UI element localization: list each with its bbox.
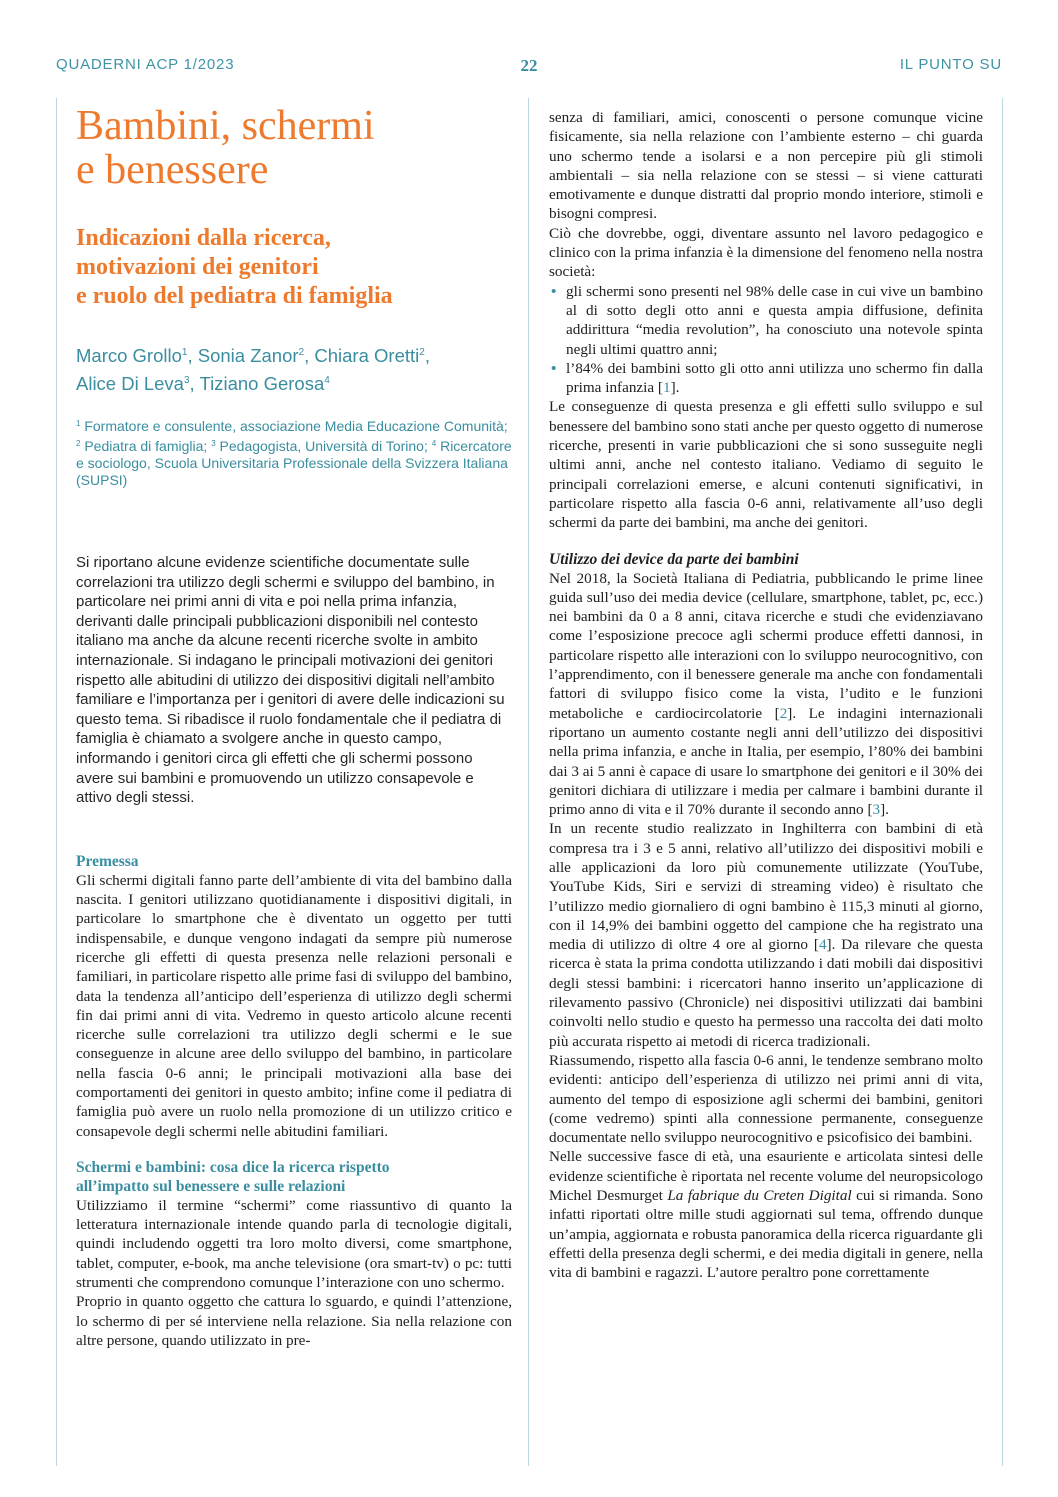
- list-item-text-end: ].: [670, 379, 680, 397]
- phenomenon-paragraph: Ciò che dovrebbe, oggi, diventare assunto nel lavoro pedagogico e clinico con la prima infanzia è la dimensione del fenomeno nella nostra società:: [549, 224, 983, 281]
- left-column: [76, 104, 512, 1350]
- column-divider-rule: [528, 98, 529, 1466]
- paragraph-text: Nel 2018, la Società Italiana di Pediatria, pubblicando le prime linee guida sull’uso dei media device (cellulare, smartphone, tablet, pc, ecc.) nei bambini da 0 a 8 anni, citava ricerche e studi che evidenziavano come l’esposizione precoce agli schermi produce effetti dannosi, in particolare rispetto alle interazioni con lo sviluppo neurocognitivo, con l’apprendimento, con il benessere generale ma anche con fondamentali fattori di sviluppo fisico come la vista, l’udito e le funzioni metaboliche e cardiocircolatorie [: [549, 569, 983, 722]
- author-affiliation-mark: 4: [324, 375, 330, 386]
- affiliation-mark: 3: [211, 439, 216, 448]
- reference-link[interactable]: 2: [779, 704, 788, 722]
- device-paragraph-1: [549, 569, 983, 820]
- article-title: [76, 104, 512, 192]
- device-paragraph-2: [549, 819, 983, 1051]
- subtitle-line-2: motivazioni dei genitori: [76, 254, 319, 280]
- paragraph-text: Nelle successive fasce di età, una esauriente e articolata sintesi delle evidenze scientifiche è riportata nel recente volume del neuropsicologo Michel Desmurget: [549, 1148, 983, 1205]
- affiliation-list: [76, 415, 512, 489]
- book-title: La fabrique du Creten Digital: [667, 1187, 852, 1205]
- title-line-1: Bambini, schermi: [76, 103, 375, 149]
- right-border-rule: [1002, 98, 1003, 1466]
- affiliation-text: Formatore e consulente, associazione Media Educazione Comunità;: [84, 418, 508, 434]
- running-header: [56, 56, 1002, 78]
- author-list: Marco Grollo$^1$, Sonia Zanor$^2$, Chiara Oretti$^2$, Alice Di Leva$^3$, Tiziano Gerosa$^4$: [76, 345, 430, 394]
- reference-link[interactable]: 4: [818, 936, 827, 954]
- affiliation-text: Ricercatore e sociologo, Scuola Universitaria Professionale della Svizzera Italiana (SUPSI): [76, 438, 512, 488]
- bullet-marker: •: [551, 359, 557, 377]
- list-item-text: l’84% dei bambini sotto gli otto anni utilizza uno schermo fin dalla prima infanzia [: [566, 359, 983, 397]
- affiliation-text: Pedagogista, Università di Torino;: [219, 438, 428, 454]
- schermi-heading-line-1: Schermi e bambini: cosa dice la ricerca rispetto: [76, 1158, 390, 1176]
- device-heading: Utilizzo dei device da parte dei bambini: [549, 550, 799, 568]
- author-name: Alice Di Leva: [76, 373, 184, 394]
- affiliation-mark: 4: [431, 439, 437, 448]
- left-body-text: [76, 852, 512, 1351]
- device-paragraph-4: [549, 1147, 983, 1282]
- premessa-paragraph: Gli schermi digitali fanno parte dell’ambiente di vita del bambino dalla nascita. I genitori utilizzano quotidianamente i dispositivi digitali, in particolare lo smartphone che è diventato un oggetto per tutti indispensabile, e dunque vengono indagati da sempre più numerose ricerche gli effetti di questa presenza nelle relazioni personali e familiari, in particolare rispetto alle prime fasi di sviluppo del bambino, data la tendenza all’anticipo dell’esperienza di utilizzo degli schermi fin dai primi anni di vita. Vedremo in questo articolo alcune recenti ricerche sulle correlazioni tra utilizzo degli schermi e le sue conseguenze in alcune aree dello sviluppo del bambino, in particolare nella fascia 0-6 anni; le principali motivazioni alla base dei comportamenti dei genitori in questo ambito; infine come il pediatra di famiglia può avere un ruolo nella promozione di un utilizzo critico e consapevole degli schermi nelle abitudini familiari.: [76, 871, 512, 1140]
- schermi-paragraph-1: Utilizziamo il termine “schermi” come riassuntivo di quanto la letteratura internazionale intende quando parla di tecnologie digitali, quindi includendo oggetti tra loro molto diversi, come smartphone, tablet, computer, e-book, ma anche televisione (ora smart-tv) o pc: tutti strumenti che comprendono comunque l’interazione con uno schermo.: [76, 1196, 512, 1292]
- page-number: 22: [520, 56, 538, 75]
- reference-link[interactable]: 1: [662, 379, 671, 397]
- reference-link[interactable]: 3: [872, 801, 881, 819]
- paragraph-text: ]. Da rilevare che questa ricerca è stata la prima condotta utilizzando i dati mobili dai dispositivi degli stessi bambini: i ricercatori hanno inserito un’applicazione di rilevamento passivo (Chronicle) nei dispositivi utilizzati dai bambini coinvolti nello studio e questo ha permesso una raccolta dei dati molto più accurata rispetto ai metodi di ricerca tradizionali.: [549, 936, 983, 1050]
- paragraph-text: ]. Le indagini internazionali riportano un aumento costante negli anni dell’utilizzo dei dispositivi nella prima infanzia, e anche in Italia, per esempio, l’80% dei bambini dai 3 ai 5 anni è capace di usare lo smartphone dei genitori e il 30% dei genitori dichiara di utilizzare i media per calmare i bambini durante il primo anno di vita e il 70% durante il secondo anno [: [549, 704, 983, 819]
- consequences-paragraph: Le conseguenze di questa presenza e gli effetti sullo sviluppo e sul benessere del bambino sono stati anche per questo oggetto di numerose ricerche, presenti in varie pubblicazioni che si sono susseguite negli ultimi anni, anche nel contesto italiano. Vediamo di seguito le principali correlazioni emerse, e alcuni contenuti significativi, in particolare rispetto alla fascia 0-6 anni, relativamente all’uso degli schermi da parte dei bambini, ma anche dei genitori.: [549, 398, 983, 532]
- continued-paragraph: senza di familiari, amici, conoscenti o persone comunque vicine fisicamente, sia nella relazione con l’ambiente esterno – chi guarda uno schermo tende a isolarsi e a non percepire più gli stimoli ambientali – sia nella relazione con se stessi – si viene catturati emotivamente e dunque distratti dal proprio mondo interiore, stimoli e bisogni compresi.: [549, 109, 983, 223]
- schermi-paragraph-2: Proprio in quanto oggetto che cattura lo sguardo, e quindi l’attenzione, lo schermo di per sé interviene nella relazione. Sia nella relazione con altre persone, quando utilizzato in pre-: [76, 1293, 512, 1349]
- bullet-marker: •: [551, 282, 557, 300]
- author-name: Sonia Zanor: [197, 345, 299, 366]
- affiliation-mark: 1: [76, 419, 81, 428]
- statistics-list: [549, 282, 983, 398]
- paragraph-text: In un recente studio realizzato in Inghilterra con bambini di età compresa tra i 3 e 5 anni, relativo all’utilizzo dei dispositivi mobili e alle applicazioni da loro più comunemente utilizzate (YouTube, YouTube Kids, Siri e servizi di streaming video) è risultato che l’utilizzo medio giornaliero di ogni bambino è 115,3 minuti al giorno, con il 14,9% dei bambini oggetto del campione che ha registrato una media di utilizzo di oltre 4 ore al giorno [: [549, 820, 983, 954]
- list-item-text: gli schermi sono presenti nel 98% delle case in cui vive un bambino al di sotto degli otto anni e questa ampia diffusione, definita addirittura “media revolution”, ha conosciuto una notevole spinta negli ultimi quattro anni;: [566, 282, 983, 358]
- author-affiliation-mark: 3: [183, 375, 190, 386]
- author-name: Marco Grollo: [76, 345, 182, 366]
- device-paragraph-3: Riassumendo, rispetto alla fascia 0-6 anni, le tendenze sembrano molto evidenti: anticipo dell’esperienza di utilizzo nei primi anni di vita, aumento del tempo di esposizione agli schermi dei bambini, genitori (come vedremo) spinti alla connessione permanente, conseguenze documentate nello sviluppo neurocognitivo e psicofisico dei bambini.: [549, 1051, 983, 1147]
- author-affiliation-mark: 1: [181, 347, 188, 358]
- article-subtitle: [76, 224, 512, 311]
- schermi-heading-line-2: all’impatto sul benessere e sulle relazioni: [76, 1177, 346, 1195]
- affiliation-mark: 2: [76, 439, 81, 448]
- author-name: Chiara Oretti: [314, 345, 420, 366]
- left-border-rule: [56, 98, 57, 1466]
- subtitle-line-3: e ruolo del pediatra di famiglia: [76, 283, 393, 309]
- list-item: [549, 282, 983, 359]
- author-name: Tiziano Gerosa: [199, 373, 325, 394]
- subtitle-line-1: Indicazioni dalla ricerca,: [76, 225, 331, 251]
- list-item: [549, 359, 983, 398]
- journal-issue: QUADERNI ACP 1/2023: [56, 56, 235, 73]
- section-name: IL PUNTO SU: [899, 56, 1002, 73]
- author-affiliation-mark: 2: [298, 347, 305, 358]
- title-line-2: e benessere: [76, 147, 269, 193]
- premessa-heading: Premessa: [76, 852, 139, 870]
- abstract: Si riportano alcune evidenze scientifiche documentate sulle correlazioni tra utilizzo degli schermi e sviluppo del bambino, in particolare nei primi anni di vita e poi nella prima infanzia, derivanti dalle principali pubblicazioni disponibili nel contesto italiano ma anche da alcune recenti ricerche svolte in ambito internazionale. Si indagano le principali motivazioni dei genitori rispetto alle abitudini di utilizzo dei dispositivi digitali nell’ambito familiare e l’importanza per i genitori di avere delle indicazioni su questo tema. Si ribadisce il ruolo fondamentale che il pediatra di famiglia è chiamato a svolgere anche in questo campo, informando i genitori circa gli effetti che gli schermi possono avere sui bambini e promuovendo un utilizzo consapevole e attivo degli stessi.: [76, 554, 505, 807]
- affiliation-text: Pediatra di famiglia;: [84, 438, 208, 454]
- paragraph-text: cui si rimanda. Sono infatti riportati oltre mille studi aggiornati sul tema, offrendo dunque un’ampia, aggiornata e robusta panoramica della ricerca riguardante gli effetti della presenza degli schermi, e dei media digitali in genere, nella vita di bambini e ragazzi. L’autore peraltro pone correttamente: [549, 1187, 983, 1282]
- author-affiliation-mark: 2: [419, 347, 425, 358]
- right-column: [549, 108, 983, 1283]
- paragraph-text: ].: [880, 801, 889, 819]
- schermi-heading: [76, 1158, 512, 1196]
